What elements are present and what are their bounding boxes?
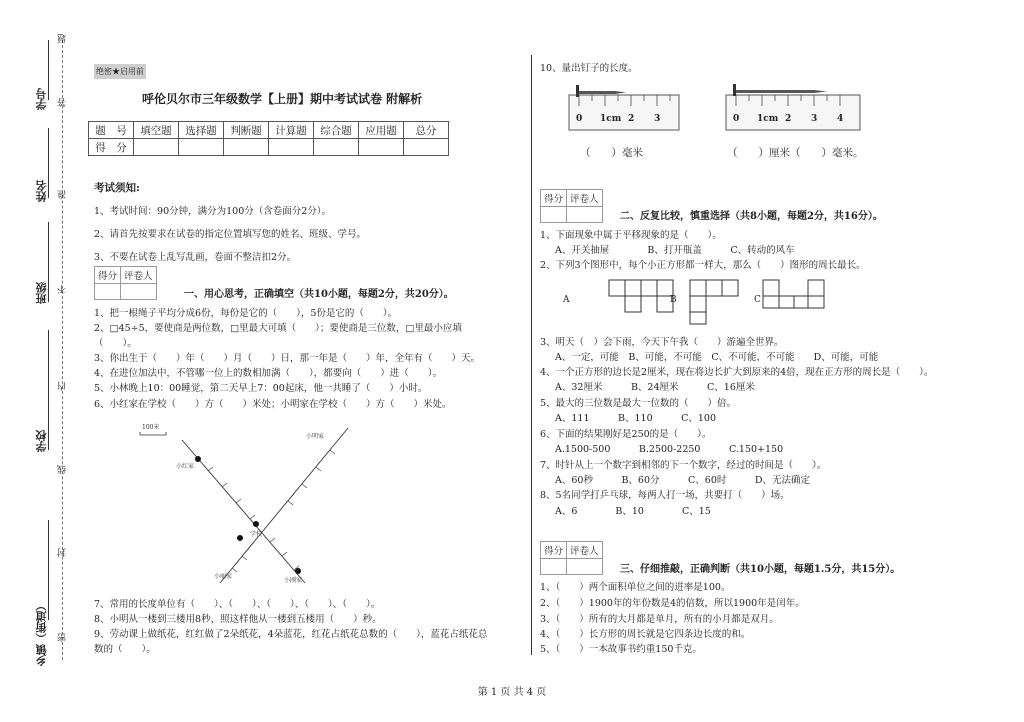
question-line: 5、小林晚上10：00睡觉，第二天早上7：00起床，他一共睡了（ ）小时。 <box>94 383 428 394</box>
question-line: 4、在进位加法中，不管哪一位上的数相加满（ ），都要向（ ）进（ ）。 <box>94 368 443 379</box>
question-line: 4、（ ）长方形的周长就是它四条边长度的和。 <box>540 629 751 640</box>
scorer-reviewer-label: 评卷人 <box>121 267 157 284</box>
question-line: 1、下面现象中属于平移现象的是（ ）。 <box>540 230 722 241</box>
confidential-stamp: 绝密★启用前 <box>94 64 146 79</box>
question-line: 7、常用的长度单位有（ ）、（ ）、（ ）、（ ）、（ ）。 <box>94 599 381 610</box>
scorer-reviewer-label: 评卷人 <box>567 542 603 559</box>
shape-c <box>763 280 824 308</box>
question-line: （ ）。 <box>94 338 137 349</box>
q10-answer-1: （ ）毫米 <box>580 147 643 159</box>
ruler-figure-1 <box>568 82 680 132</box>
question-line: 4、一个正方形的边长是2厘米，现在将边长扩大到原来的4倍，现在正方形的周长是（ ）。 <box>540 367 934 378</box>
score-cell[interactable] <box>269 139 314 156</box>
score-header-cell: 应用题 <box>359 122 404 139</box>
question-line: 9、劳动课上做纸花，红红做了2朵纸花，4朵蓝花，红花占纸花总数的（ ），蓝花占纸花总 <box>94 629 488 640</box>
school-map-diagram <box>130 420 360 590</box>
question-line: 2、下列3个图形中，每个小正方形都一样大，那么（ ）图形的周长最长。 <box>540 260 866 271</box>
question-line: 6、下面的结果刚好是250的是（ ）。 <box>540 429 712 440</box>
nail-icon <box>733 84 827 96</box>
scorer-reviewer-cell[interactable] <box>121 284 157 300</box>
score-table <box>88 121 449 156</box>
ruler-tick-label: 3 <box>654 114 661 124</box>
map-point <box>253 521 259 527</box>
scorer-score-label: 得分 <box>541 190 567 207</box>
map-point <box>237 535 243 541</box>
ruler-tick-label: 0 <box>733 114 740 124</box>
question-line: A、111 B、110 C、100 <box>555 413 717 424</box>
scorer-reviewer-cell[interactable] <box>567 207 603 223</box>
score-cell[interactable] <box>179 139 224 156</box>
question-line: A、开关抽屉 B、打开瓶盖 C、转动的风车 <box>555 245 795 256</box>
margin-label-school: 学校 <box>35 430 48 452</box>
score-header-cell: 填空题 <box>134 122 179 139</box>
question-line: 2、（ ）1900年的年份数是4的倍数，所以1900年是闰年。 <box>540 598 805 609</box>
ruler-tick-label: 1cm <box>600 114 622 124</box>
map-label: 小丽家 <box>214 573 233 580</box>
square-shapes-figure <box>560 278 830 326</box>
margin-underline <box>48 520 49 620</box>
map-label: 小明家 <box>306 433 325 440</box>
margin-underline <box>48 222 49 302</box>
scorer-reviewer-cell[interactable] <box>567 559 603 575</box>
question-line: 3、（ ）所有的大月都是单月，所有的小月都是双月。 <box>540 614 779 625</box>
scorer-reviewer-label: 评卷人 <box>567 190 603 207</box>
score-cell[interactable] <box>134 139 179 156</box>
question-line: A、60秒 B、60分 C、60时 D、无法确定 <box>555 475 810 486</box>
seal-char: 答 <box>58 98 68 107</box>
q10-answer-2: （ ）厘米（ ）毫米。 <box>727 147 864 159</box>
ruler-tick-label: 2 <box>785 114 792 124</box>
binding-dashed-line <box>62 40 63 660</box>
map-point <box>195 456 201 462</box>
scorer-score-label: 得分 <box>541 542 567 559</box>
question-line: 2、□45÷5，要使商是两位数，□里最大可填（ ）；要使商是三位数，□里最小应填 <box>94 323 462 334</box>
score-table-header-row <box>89 122 449 139</box>
score-cell[interactable] <box>404 139 449 156</box>
score-row-label: 得 分 <box>89 139 134 156</box>
margin-label-class: 班级 <box>35 282 48 304</box>
question-line: 7、时针从上一个数字到相邻的下一个数字，经过的时间是（ ）。 <box>540 460 827 471</box>
section-2-title: 二、反复比较，慎重选择（共8小题，每题2分，共16分）。 <box>620 211 883 222</box>
notice-heading: 考试须知: <box>94 182 140 194</box>
scorer-score-cell[interactable] <box>95 284 121 300</box>
seal-char: 密 <box>58 633 68 642</box>
q10-title: 10、量出钉子的长度。 <box>540 63 638 74</box>
ruler-tick-label: 0 <box>576 114 583 124</box>
ruler-tick-label: 1cm <box>757 114 779 124</box>
notice-item: 1、考试时间：90分钟，满分为100分（含卷面分2分）。 <box>94 206 332 217</box>
margin-underline <box>48 40 49 100</box>
score-header-cell: 计算题 <box>269 122 314 139</box>
score-header-cell: 综合题 <box>314 122 359 139</box>
question-line: 8、5名同学打乒乓球，每两人打一场，共要打（ ）场。 <box>540 490 790 501</box>
ruler-tick-label: 3 <box>811 114 818 124</box>
question-line: 数的（ ）。 <box>94 644 156 655</box>
section-3-title: 三、仔细推敲，正确判断（共10小题，每题1.5分，共15分）。 <box>620 564 901 575</box>
question-line: 1、（ ）两个面积单位之间的进率是100。 <box>540 582 731 593</box>
scorer-box <box>94 266 157 300</box>
ruler-tick-label: 4 <box>837 114 844 124</box>
margin-label-student-id: 学号 <box>35 88 48 110</box>
scale-bar <box>140 432 166 435</box>
seal-char: 题 <box>58 34 68 43</box>
scorer-box <box>540 541 603 575</box>
question-line: 1、把一根绳子平均分成6份，每份是它的（ ），5份是它的（ ）。 <box>94 308 398 319</box>
margin-label-town: 乡镇（街道） <box>35 600 48 666</box>
score-cell[interactable] <box>224 139 269 156</box>
scorer-box <box>540 189 603 223</box>
ruler-figure-2 <box>725 82 861 132</box>
shape-a <box>609 280 673 312</box>
shape-label: A <box>563 295 570 305</box>
score-cell[interactable] <box>314 139 359 156</box>
scorer-score-cell[interactable] <box>541 207 567 223</box>
scorer-score-label: 得分 <box>95 267 121 284</box>
question-line: 3、明天（ ）会下雨，今天下午我（ ）游遍全世界。 <box>540 337 784 348</box>
scale-label: 100米 <box>142 424 160 431</box>
margin-label-name: 姓名 <box>35 180 48 202</box>
shape-label: C <box>754 295 761 305</box>
seal-char: 线 <box>58 465 68 474</box>
margin-underline <box>48 128 49 198</box>
question-line: A、一定，可能 B、可能，不可能 C、不可能，不可能 D、可能，可能 <box>555 352 879 363</box>
column-divider <box>531 55 532 655</box>
ruler-body <box>569 95 679 130</box>
map-label: 小红家 <box>176 463 195 470</box>
question-line: 8、小明从一楼到三楼用8秒，照这样他从一楼到五楼用（ ）秒。 <box>94 614 382 625</box>
road-tick-marks <box>208 450 335 572</box>
scorer-score-cell[interactable] <box>541 559 567 575</box>
seal-char: 不 <box>58 285 68 294</box>
question-line: A.1500-500 B.2500-2250 C.150+150 <box>555 444 784 455</box>
question-line: 5、最大的三位数是最大一位数的（ ）倍。 <box>540 398 737 409</box>
notice-item: 2、请首先按要求在试卷的指定位置填写您的姓名、班级、学号。 <box>94 229 367 240</box>
question-line: 6、小红家在学校（ ）方（ ）米处；小明家在学校（ ）方（ ）米处。 <box>94 399 452 410</box>
score-table-score-row <box>89 139 449 156</box>
margin-underline <box>48 330 49 450</box>
notice-item: 3、不要在试卷上乱写乱画，卷面不整洁扣2分。 <box>94 252 297 263</box>
seal-char: 内 <box>58 382 68 391</box>
road-line <box>182 440 305 583</box>
map-label: 小刚家 <box>284 577 303 584</box>
question-line: 5、（ ）一本故事书约重150千克。 <box>540 644 702 655</box>
shape-b <box>690 280 738 324</box>
map-point <box>295 568 301 574</box>
score-header-cell: 选择题 <box>179 122 224 139</box>
seal-char: 准 <box>58 190 68 199</box>
shape-label: B <box>670 295 677 305</box>
score-header-cell: 题 号 <box>89 122 134 139</box>
score-cell[interactable] <box>359 139 404 156</box>
score-header-cell: 总分 <box>404 122 449 139</box>
question-line: A、32厘米 B、24厘米 C、16厘米 <box>555 382 755 393</box>
question-line: 3、你出生于（ ）年（ ）月（ ）日，那一年是（ ）年，全年有（ ）天。 <box>94 353 481 364</box>
binding-margin <box>0 0 70 700</box>
question-line: A、6 B、10 C、15 <box>555 506 711 517</box>
seal-char: 封 <box>58 548 68 557</box>
score-header-cell: 判断题 <box>224 122 269 139</box>
page-title: 呼伦贝尔市三年级数学【上册】期中考试试卷 附解析 <box>142 92 423 106</box>
road-line <box>220 428 348 583</box>
section-1-title: 一、用心思考，正确填空（共10小题，每题2分，共20分）。 <box>184 289 454 300</box>
page-footer: 第 1 页 共 4 页 <box>477 687 547 698</box>
map-label: 学校 <box>250 531 263 538</box>
ruler-tick-label: 2 <box>628 114 635 124</box>
